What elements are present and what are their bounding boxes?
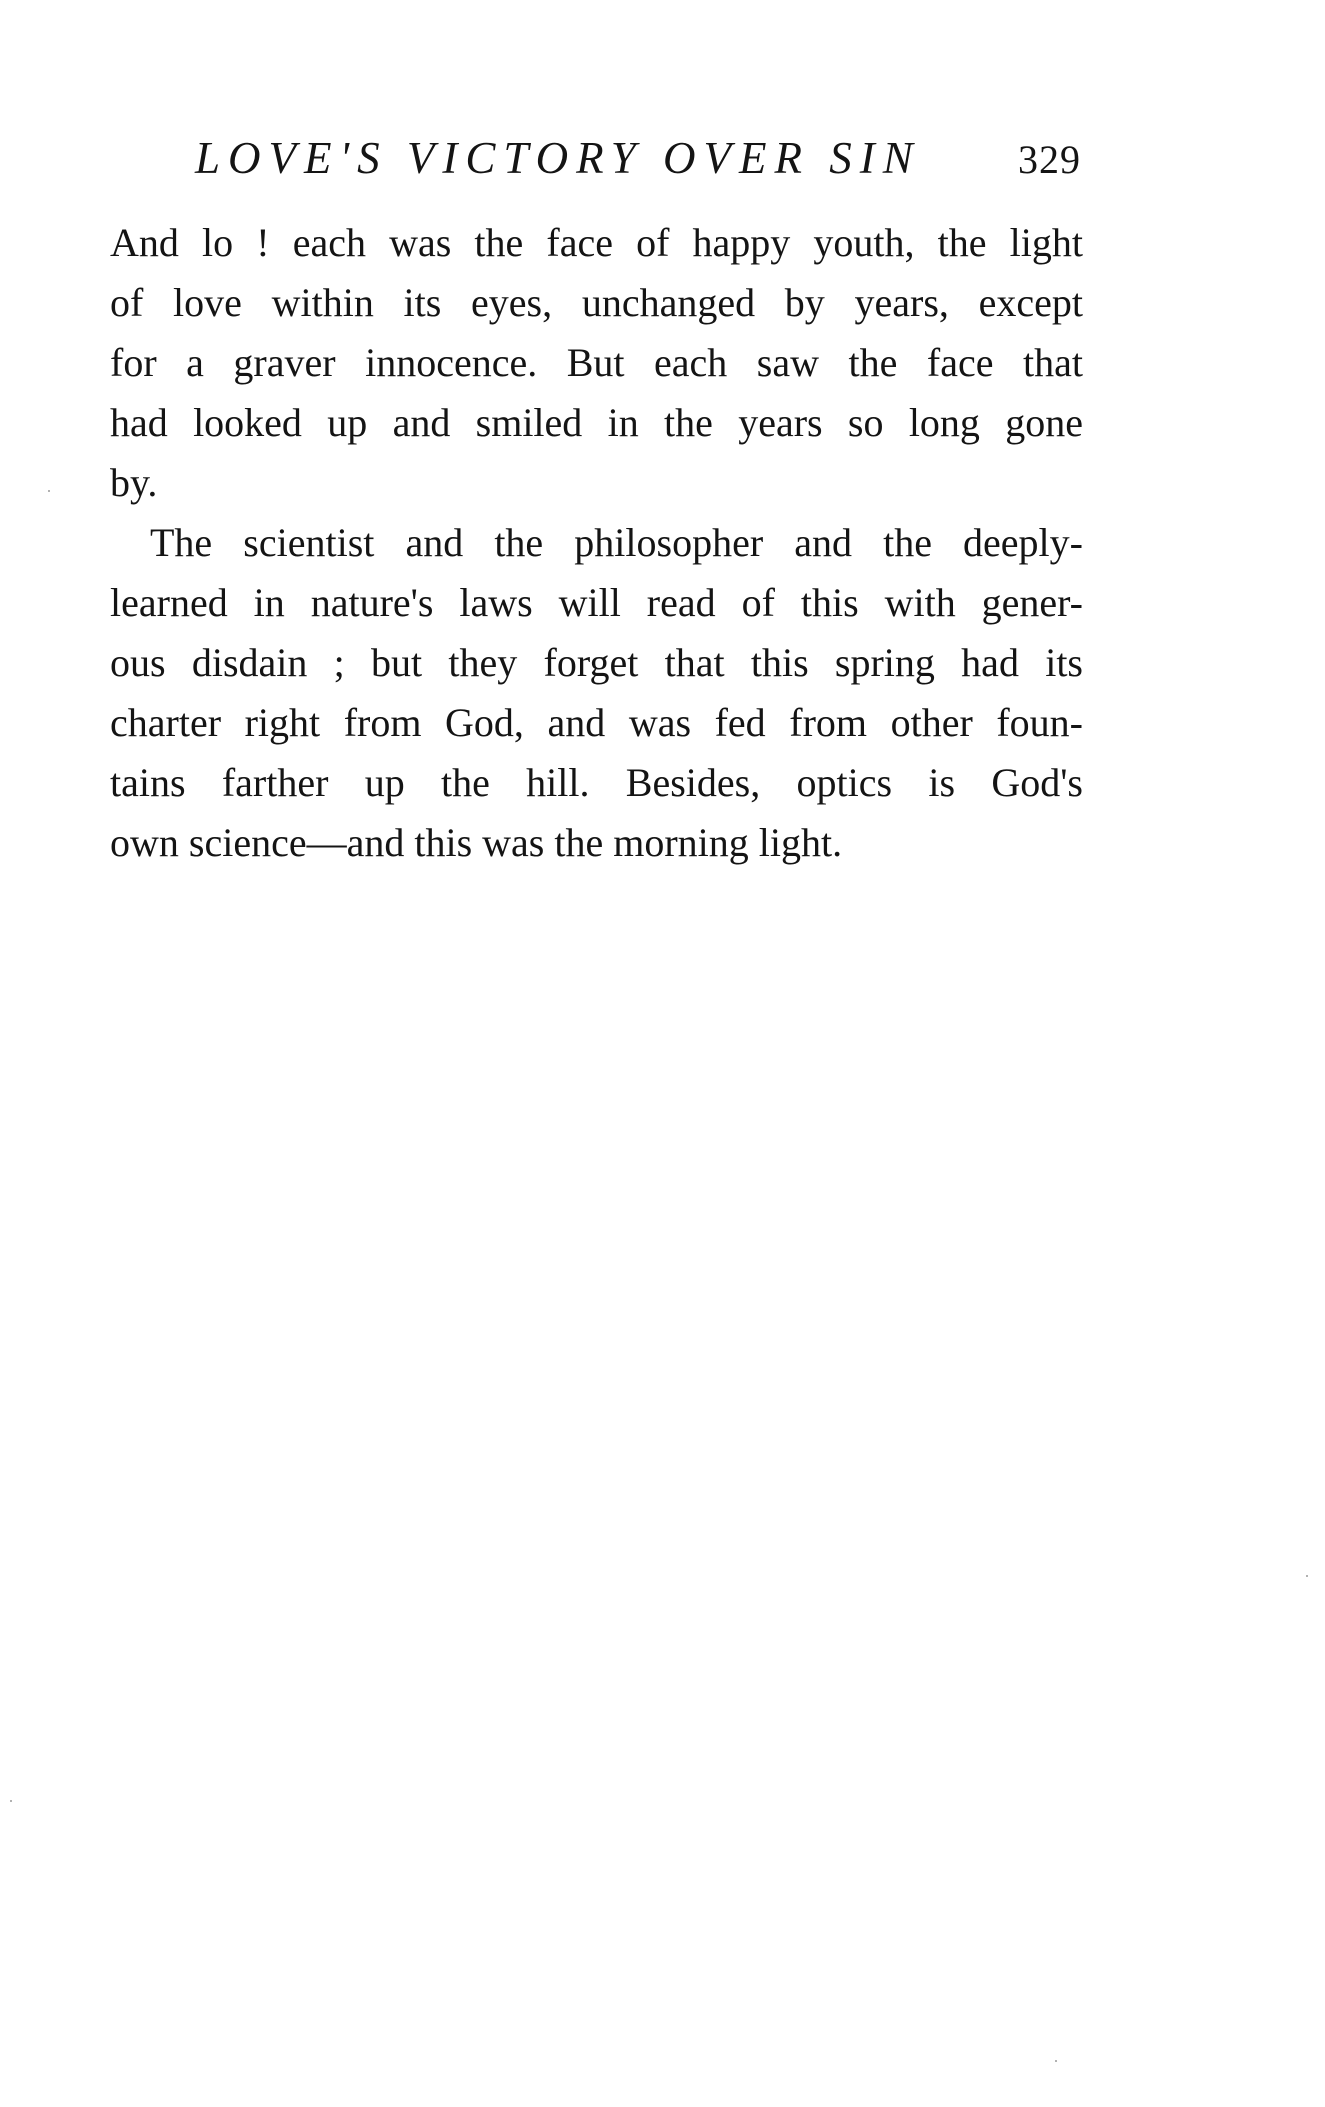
body-text <box>110 213 1083 873</box>
text-line: own science—and this was the morning light. <box>110 820 843 865</box>
text-line: charter right from God, and was fed from other foun- <box>110 700 1083 745</box>
running-title: LOVE'S VICTORY OVER SIN <box>195 133 921 183</box>
text-line: by. <box>110 460 158 505</box>
page-number: 329 <box>1018 137 1081 182</box>
text-line: learned in nature's laws will read of this with gener- <box>110 580 1083 625</box>
scan-speck <box>1306 1575 1308 1577</box>
text-line: of love within its eyes, unchanged by years, except <box>110 280 1083 325</box>
text-line: had looked up and smiled in the years so long gone <box>110 400 1083 445</box>
text-line: for a graver innocence. But each saw the face that <box>110 340 1083 385</box>
running-head <box>110 128 1085 188</box>
paragraph-2 <box>110 513 1083 873</box>
text-line: The scientist and the philosopher and the deeply- <box>150 520 1083 565</box>
scan-speck <box>10 1800 12 1802</box>
scan-speck <box>1055 2060 1057 2062</box>
scan-speck <box>48 490 50 492</box>
paragraph-1 <box>110 213 1083 513</box>
text-line: And lo ! each was the face of happy youth, the light <box>110 220 1083 265</box>
text-line: tains farther up the hill. Besides, optics is God's <box>110 760 1083 805</box>
text-line: ous disdain ; but they forget that this spring had its <box>110 640 1083 685</box>
